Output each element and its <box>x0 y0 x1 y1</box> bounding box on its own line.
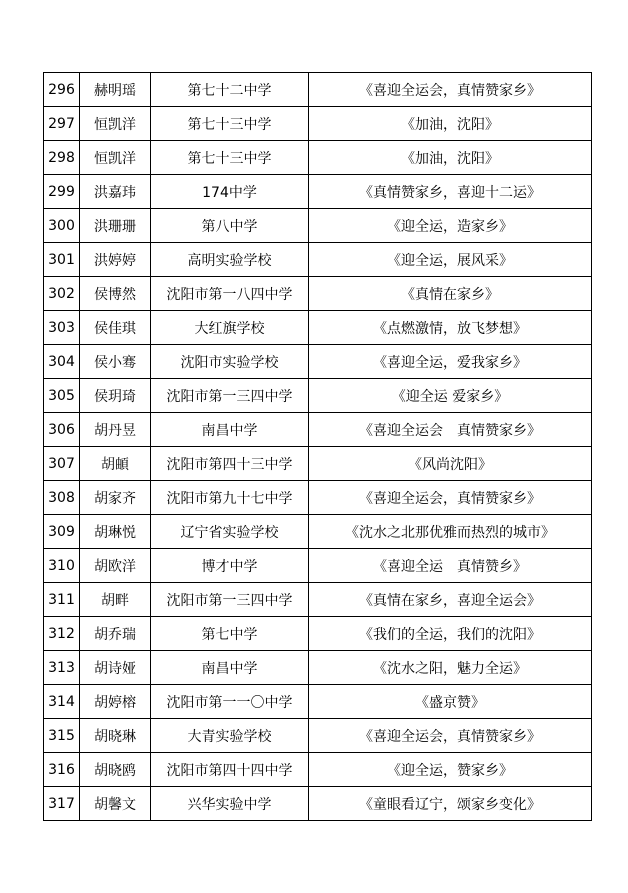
participant-name-cell: 胡晓琳 <box>80 719 151 753</box>
entry-number-cell: 313 <box>44 651 80 685</box>
table-row <box>44 413 592 447</box>
school-name-cell: 沈阳市第四十三中学 <box>151 447 309 481</box>
school-name-cell: 沈阳市第九十七中学 <box>151 481 309 515</box>
work-title-cell: 《沈水之阳，魅力全运》 <box>309 651 592 685</box>
work-title-cell: 《迎全运，赞家乡》 <box>309 753 592 787</box>
work-title-cell: 《迎全运 爱家乡》 <box>309 379 592 413</box>
participant-name-cell: 胡畔 <box>80 583 151 617</box>
school-name-cell: 第七十二中学 <box>151 73 309 107</box>
table-row <box>44 141 592 175</box>
participant-name-cell: 胡乔瑞 <box>80 617 151 651</box>
participant-name-cell: 胡婷榕 <box>80 685 151 719</box>
work-title-cell: 《喜迎全运会，真情赞家乡》 <box>309 481 592 515</box>
participant-name-cell: 胡丹昱 <box>80 413 151 447</box>
school-name-cell: 博才中学 <box>151 549 309 583</box>
entries-table <box>43 72 592 821</box>
school-name-cell: 沈阳市第四十四中学 <box>151 753 309 787</box>
participant-name-cell: 胡欧洋 <box>80 549 151 583</box>
participant-name-cell: 胡诗娅 <box>80 651 151 685</box>
table-row <box>44 379 592 413</box>
work-title-cell: 《点燃激情，放飞梦想》 <box>309 311 592 345</box>
table-row <box>44 447 592 481</box>
participant-name-cell: 胡頔 <box>80 447 151 481</box>
school-name-cell: 第七十三中学 <box>151 141 309 175</box>
entry-number-cell: 297 <box>44 107 80 141</box>
entry-number-cell: 311 <box>44 583 80 617</box>
work-title-cell: 《加油，沈阳》 <box>309 141 592 175</box>
table-row <box>44 277 592 311</box>
entry-number-cell: 303 <box>44 311 80 345</box>
work-title-cell: 《喜迎全运会，真情赞家乡》 <box>309 719 592 753</box>
table-row <box>44 175 592 209</box>
school-name-cell: 第八中学 <box>151 209 309 243</box>
school-name-cell: 大红旗学校 <box>151 311 309 345</box>
table-row <box>44 515 592 549</box>
table-row <box>44 209 592 243</box>
entry-number-cell: 299 <box>44 175 80 209</box>
work-title-cell: 《风尚沈阳》 <box>309 447 592 481</box>
entry-number-cell: 316 <box>44 753 80 787</box>
work-title-cell: 《沈水之北那优雅而热烈的城市》 <box>309 515 592 549</box>
entry-number-cell: 305 <box>44 379 80 413</box>
entry-number-cell: 301 <box>44 243 80 277</box>
participant-name-cell: 洪嘉玮 <box>80 175 151 209</box>
participant-name-cell: 胡琳悦 <box>80 515 151 549</box>
table-row <box>44 107 592 141</box>
participant-name-cell: 恒凯洋 <box>80 107 151 141</box>
school-name-cell: 174中学 <box>151 175 309 209</box>
entry-number-cell: 314 <box>44 685 80 719</box>
school-name-cell: 沈阳市第一八四中学 <box>151 277 309 311</box>
participant-name-cell: 恒凯洋 <box>80 141 151 175</box>
participant-name-cell: 侯博然 <box>80 277 151 311</box>
entry-number-cell: 312 <box>44 617 80 651</box>
entry-number-cell: 296 <box>44 73 80 107</box>
school-name-cell: 沈阳市第一三四中学 <box>151 379 309 413</box>
school-name-cell: 第七十三中学 <box>151 107 309 141</box>
participant-name-cell: 洪珊珊 <box>80 209 151 243</box>
table-row <box>44 753 592 787</box>
table-row <box>44 617 592 651</box>
participant-name-cell: 胡晓鸥 <box>80 753 151 787</box>
table-row <box>44 719 592 753</box>
work-title-cell: 《真情在家乡》 <box>309 277 592 311</box>
table-row <box>44 243 592 277</box>
school-name-cell: 沈阳市第一一〇中学 <box>151 685 309 719</box>
entry-number-cell: 304 <box>44 345 80 379</box>
work-title-cell: 《迎全运，展风采》 <box>309 243 592 277</box>
table-row <box>44 345 592 379</box>
work-title-cell: 《盛京赞》 <box>309 685 592 719</box>
entry-number-cell: 309 <box>44 515 80 549</box>
participant-name-cell: 侯佳琪 <box>80 311 151 345</box>
school-name-cell: 大青实验学校 <box>151 719 309 753</box>
work-title-cell: 《我们的全运，我们的沈阳》 <box>309 617 592 651</box>
table-row <box>44 583 592 617</box>
entry-number-cell: 302 <box>44 277 80 311</box>
work-title-cell: 《喜迎全运 真情赞乡》 <box>309 549 592 583</box>
school-name-cell: 沈阳市第一三四中学 <box>151 583 309 617</box>
school-name-cell: 沈阳市实验学校 <box>151 345 309 379</box>
entry-number-cell: 306 <box>44 413 80 447</box>
school-name-cell: 第七中学 <box>151 617 309 651</box>
entry-number-cell: 317 <box>44 787 80 821</box>
table-row <box>44 685 592 719</box>
work-title-cell: 《迎全运，造家乡》 <box>309 209 592 243</box>
table-row <box>44 73 592 107</box>
participant-name-cell: 胡馨文 <box>80 787 151 821</box>
work-title-cell: 《喜迎全运，爱我家乡》 <box>309 345 592 379</box>
participant-name-cell: 胡家齐 <box>80 481 151 515</box>
work-title-cell: 《童眼看辽宁，颂家乡变化》 <box>309 787 592 821</box>
entry-number-cell: 298 <box>44 141 80 175</box>
entry-number-cell: 308 <box>44 481 80 515</box>
work-title-cell: 《真情在家乡，喜迎全运会》 <box>309 583 592 617</box>
school-name-cell: 南昌中学 <box>151 651 309 685</box>
table-row <box>44 549 592 583</box>
table-row <box>44 651 592 685</box>
table-row <box>44 787 592 821</box>
entry-number-cell: 315 <box>44 719 80 753</box>
participant-name-cell: 侯小骞 <box>80 345 151 379</box>
school-name-cell: 兴华实验中学 <box>151 787 309 821</box>
entry-number-cell: 310 <box>44 549 80 583</box>
entries-table-body <box>44 73 592 821</box>
school-name-cell: 南昌中学 <box>151 413 309 447</box>
table-row <box>44 311 592 345</box>
entry-number-cell: 300 <box>44 209 80 243</box>
work-title-cell: 《加油，沈阳》 <box>309 107 592 141</box>
school-name-cell: 辽宁省实验学校 <box>151 515 309 549</box>
entry-number-cell: 307 <box>44 447 80 481</box>
work-title-cell: 《喜迎全运会，真情赞家乡》 <box>309 73 592 107</box>
participant-name-cell: 侯玥琦 <box>80 379 151 413</box>
work-title-cell: 《真情赞家乡，喜迎十二运》 <box>309 175 592 209</box>
participant-name-cell: 洪婷婷 <box>80 243 151 277</box>
table-row <box>44 481 592 515</box>
work-title-cell: 《喜迎全运会 真情赞家乡》 <box>309 413 592 447</box>
participant-name-cell: 赫明瑶 <box>80 73 151 107</box>
school-name-cell: 高明实验学校 <box>151 243 309 277</box>
